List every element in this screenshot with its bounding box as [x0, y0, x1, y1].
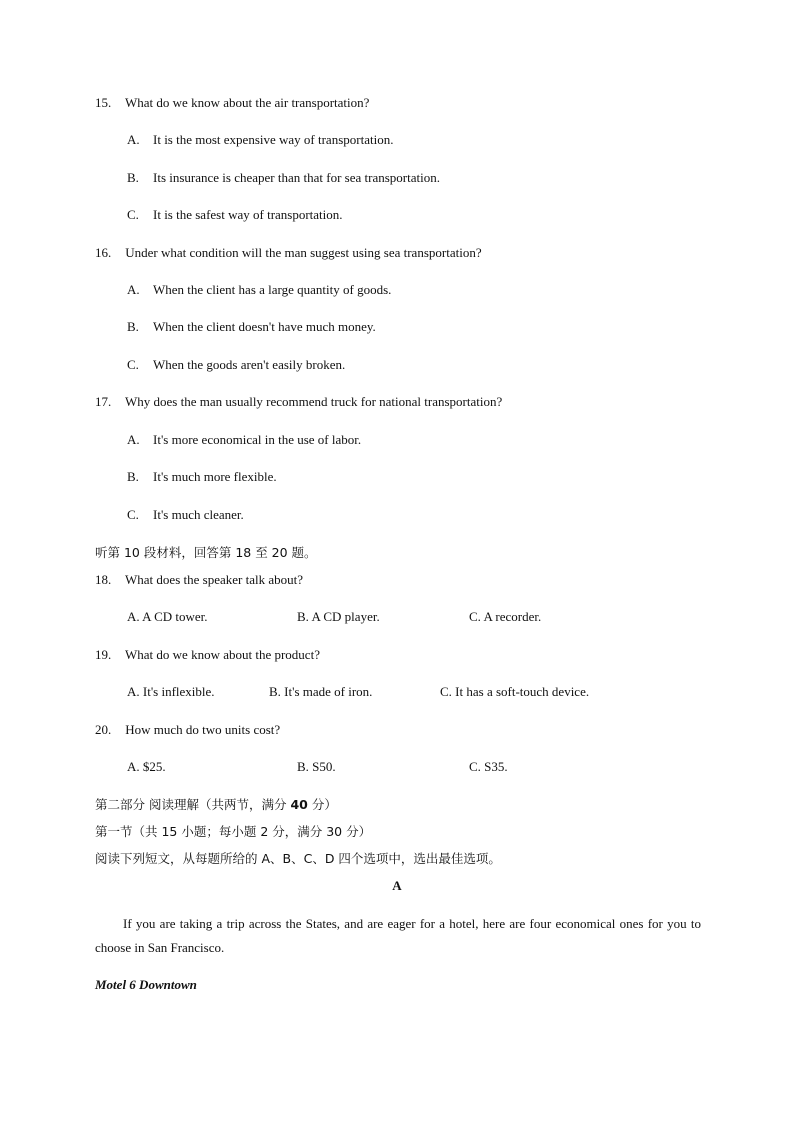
reading-instructions: 阅读下列短文，从每题所给的 A、B、C、D 四个选项中，选出最佳选项。	[95, 851, 501, 866]
part-title-score: 40	[290, 797, 308, 812]
question-number: 16.	[95, 245, 112, 260]
option-letter: B.	[127, 319, 139, 334]
q18-option-c: C. A recorder.	[469, 609, 542, 624]
option-letter: A.	[127, 132, 140, 147]
q18-option-a: A. A CD tower.	[127, 609, 208, 624]
question-text: Why does the man usually recommend truck for national transportation?	[125, 394, 503, 409]
option-text: It's much cleaner.	[153, 507, 244, 522]
q16-option-c	[127, 357, 345, 373]
option-text: When the goods aren't easily broken.	[153, 357, 346, 372]
passage-label: A	[392, 878, 402, 893]
question-text: How much do two units cost?	[125, 722, 281, 737]
option-text: When the client has a large quantity of goods.	[153, 282, 392, 297]
option-text: It's more economical in the use of labor.	[153, 432, 362, 447]
option-letter: A.	[127, 282, 140, 297]
option-letter: B.	[127, 469, 139, 484]
passage-intro-text: If you are taking a trip across the States, and are eager for a hotel, here are four economical ones for you to choose in San Francisco.	[95, 916, 701, 955]
option-text: It's much more flexible.	[153, 469, 277, 484]
q20-option-b: B. S50.	[297, 759, 336, 774]
option-text: When the client doesn't have much money.	[153, 319, 376, 334]
option-letter: C.	[127, 207, 139, 222]
option-letter: C.	[127, 507, 139, 522]
question-20	[95, 722, 280, 738]
part-title-text: 第二部分 阅读理解（共两节，满分	[95, 797, 291, 812]
q15-option-b	[127, 170, 440, 186]
option-text: It is the safest way of transportation.	[153, 207, 343, 222]
q19-option-a: A. It's inflexible.	[127, 684, 215, 699]
question-text: What do we know about the product?	[125, 647, 320, 662]
question-17	[95, 394, 502, 410]
question-19	[95, 647, 320, 663]
q15-option-c	[127, 207, 343, 223]
part-two-title	[95, 797, 337, 813]
question-text: What do we know about the air transportation?	[125, 95, 370, 110]
q19-option-c: C. It has a soft-touch device.	[440, 684, 590, 699]
option-letter: C.	[127, 357, 139, 372]
question-16	[95, 245, 482, 261]
question-number: 18.	[95, 572, 112, 587]
q19-option-b: B. It's made of iron.	[269, 684, 373, 699]
option-letter: B.	[127, 170, 139, 185]
question-number: 20.	[95, 722, 112, 737]
q17-option-c	[127, 507, 244, 523]
q20-option-a: A. $25.	[127, 759, 166, 774]
section-one-title: 第一节（共 15 小题；每小题 2 分，满分 30 分）	[95, 824, 372, 839]
option-letter: A.	[127, 432, 140, 447]
q17-option-a	[127, 432, 361, 448]
question-18	[95, 572, 303, 588]
q16-option-b	[127, 319, 376, 335]
q15-option-a	[127, 132, 393, 148]
question-number: 19.	[95, 647, 112, 662]
hotel-subheading: Motel 6 Downtown	[95, 977, 197, 992]
q17-option-b	[127, 469, 277, 485]
question-15	[95, 95, 369, 111]
passage-intro	[95, 912, 701, 960]
question-text: Under what condition will the man suggest using sea transportation?	[125, 245, 482, 260]
q18-option-b: B. A CD player.	[297, 609, 380, 624]
option-text: Its insurance is cheaper than that for sea transportation.	[153, 170, 440, 185]
question-text: What does the speaker talk about?	[125, 572, 303, 587]
question-number: 15.	[95, 95, 112, 110]
option-text: It is the most expensive way of transportation.	[153, 132, 394, 147]
part-title-suffix: 分）	[307, 797, 337, 812]
q16-option-a	[127, 282, 391, 298]
question-number: 17.	[95, 394, 112, 409]
q20-option-c: C. S35.	[469, 759, 508, 774]
section-10-heading: 听第 10 段材料，回答第 18 至 20 题。	[95, 545, 317, 560]
